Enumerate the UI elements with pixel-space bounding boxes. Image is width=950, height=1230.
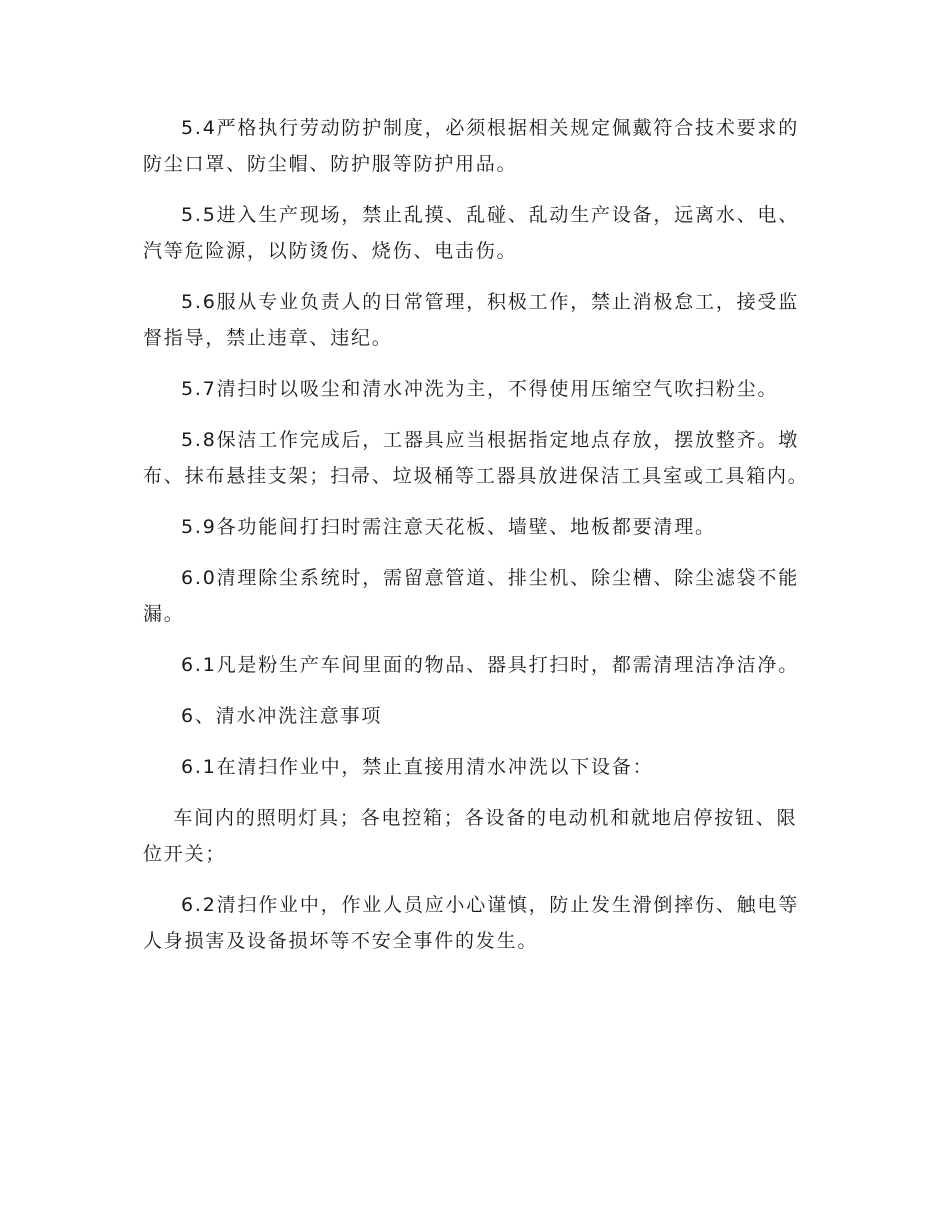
- paragraph-5-4: 5.4严格执行劳动防护制度，必须根据相关规定佩戴符合技术要求的防尘口罩、防尘帽、防护服等防护用品。: [143, 117, 800, 175]
- document-body: [143, 110, 811, 974]
- paragraph-5-8: 5.8保洁工作完成后，工器具应当根据指定地点存放，摆放整齐。墩布、抹布悬挂支架；扫帚、垃圾桶等工器具放进保洁工具室或工具箱内。: [143, 429, 809, 487]
- paragraph-6-1-b: 6.1在清扫作业中，禁止直接用清水冲洗以下设备：: [181, 756, 654, 778]
- equipment-list: 车间内的照明灯具；各电控箱；各设备的电动机和就地启停按钮、限位开关；: [143, 807, 798, 865]
- paragraph-6-2: 6.2清扫作业中，作业人员应小心谨慎，防止发生滑倒摔伤、触电等人身损害及设备损坏等不安全事件的发生。: [143, 894, 800, 952]
- paragraph-5-6: 5.6服从专业负责人的日常管理，积极工作，禁止消极怠工，接受监督指导，禁止违章、违纪。: [143, 291, 800, 349]
- paragraph-5-7: 5.7清扫时以吸尘和清水冲洗为主，不得使用压缩空气吹扫粉尘。: [181, 378, 779, 400]
- section-heading-6: 6、清水冲洗注意事项: [181, 705, 383, 727]
- paragraph-6-0: 6.0清理除尘系统时，需留意管道、排尘机、除尘槽、除尘滤袋不能漏。: [143, 567, 800, 625]
- paragraph-5-5: 5.5进入生产现场，禁止乱摸、乱碰、乱动生产设备，远离水、电、汽等危险源，以防烫伤、烧伤、电击伤。: [143, 204, 800, 262]
- paragraph-6-1-a: 6.1凡是粉生产车间里面的物品、器具打扫时，都需清理洁净洁净。: [181, 654, 800, 676]
- paragraph-5-9: 5.9各功能间打扫时需注意天花板、墙壁、地板都要清理。: [181, 516, 716, 538]
